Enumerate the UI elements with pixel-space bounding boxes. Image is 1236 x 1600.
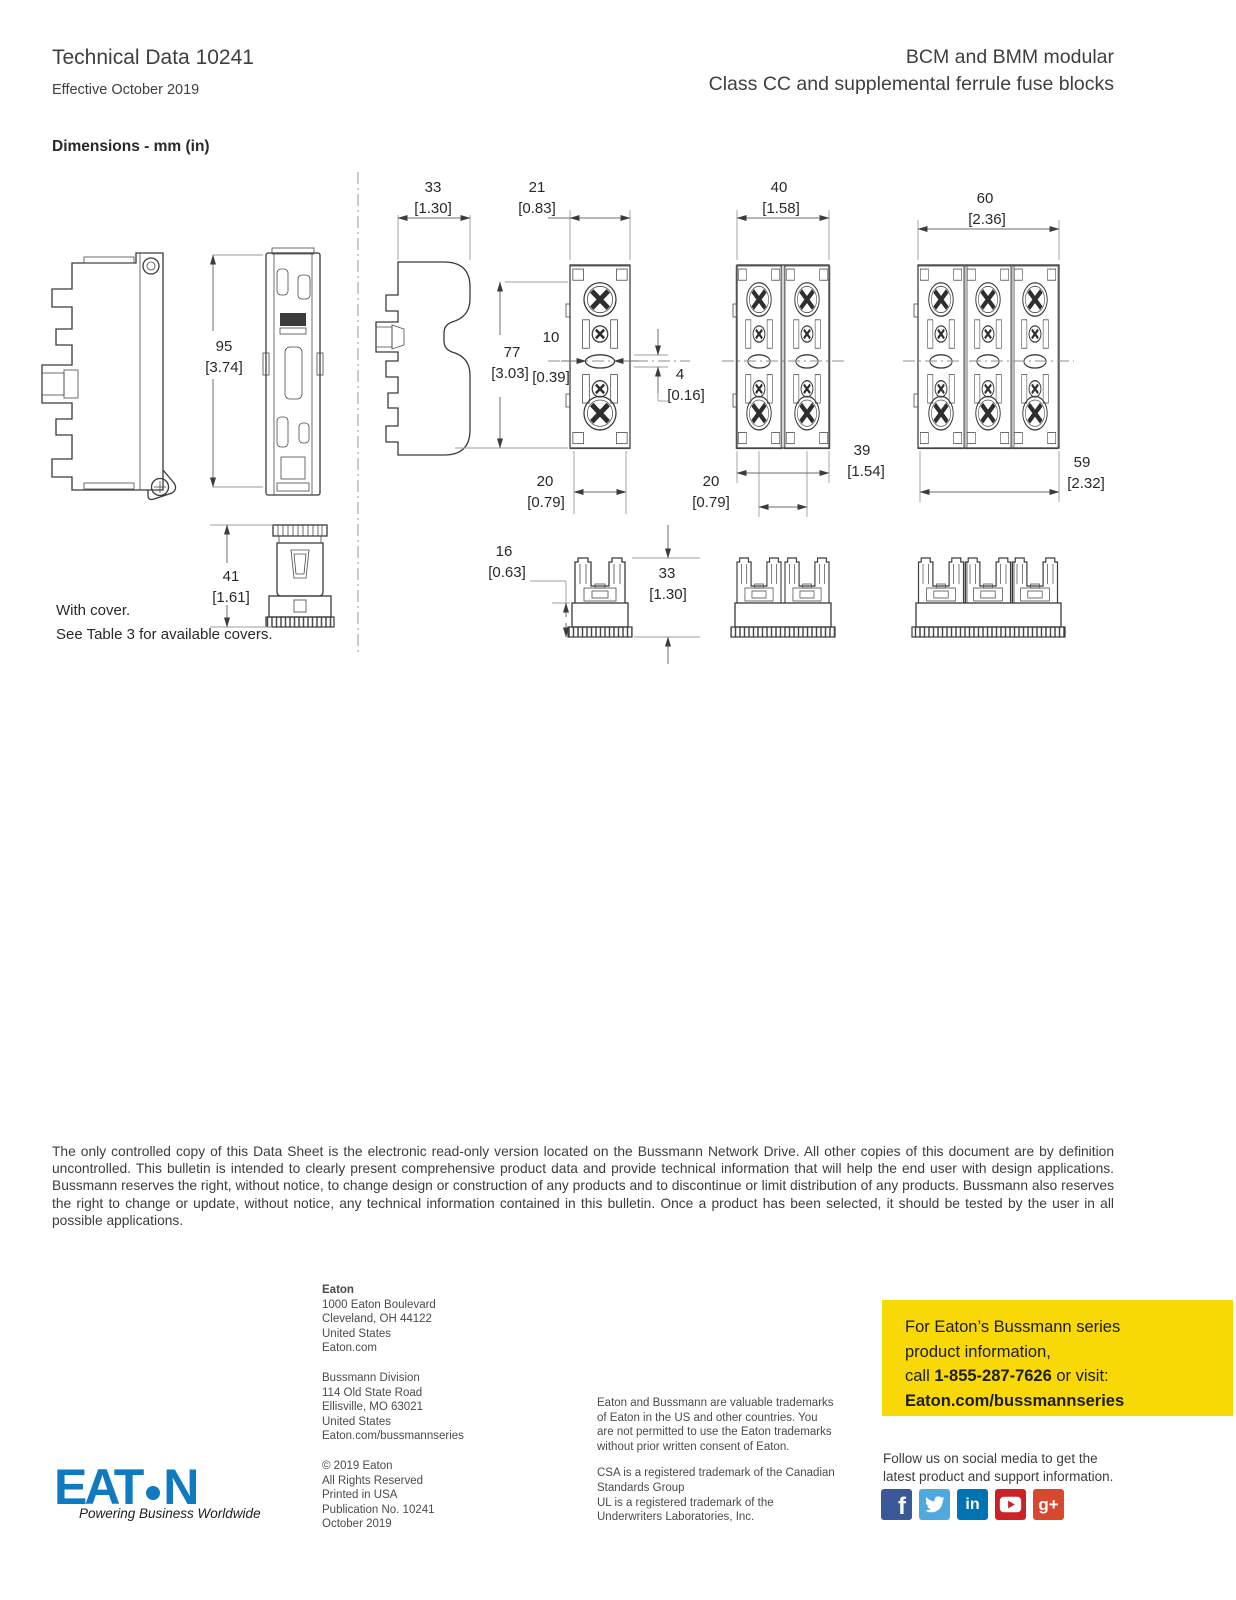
- three-pole-width-dimension: [918, 190, 1059, 260]
- registered-note-line: UL is a registered trademark of the: [597, 1496, 774, 1509]
- effective-date: Effective October 2019: [52, 82, 200, 98]
- footer-copyright-line: All Rights Reserved: [322, 1474, 423, 1487]
- side-view-drawing: [42, 253, 176, 500]
- twitter-bird-icon: [924, 1494, 945, 1515]
- one-pole-front-view: [548, 265, 690, 449]
- product-title: [709, 44, 1114, 98]
- promo-call-line: [905, 1364, 1215, 1389]
- cover-note: [56, 599, 273, 647]
- two-pole-front-view: [722, 265, 844, 449]
- trademark-note-line: without prior written consent of Eaton.: [597, 1440, 790, 1453]
- dim-59-mm: 59: [1073, 454, 1091, 471]
- dim-10-in: [0.39]: [532, 369, 570, 386]
- dim-21-in: [0.83]: [518, 200, 556, 217]
- registered-note-line: Underwriters Laboratories, Inc.: [597, 1511, 755, 1524]
- three-pole-front-view: [903, 265, 1074, 449]
- youtube-play-icon: [995, 1489, 1026, 1520]
- section-heading: Dimensions - mm (in): [52, 138, 210, 155]
- dim-77-in: [3.03]: [491, 365, 529, 382]
- dim-41-in: [1.61]: [212, 589, 250, 606]
- linkedin-icon[interactable]: [957, 1489, 988, 1520]
- dim-95-in: [3.74]: [205, 359, 243, 376]
- end-height-dimension: [632, 525, 700, 664]
- dim-4-in: [0.16]: [667, 387, 705, 404]
- footer-bussmann-url: Eaton.com/bussmannseries: [322, 1430, 464, 1443]
- two-pole-mount-dimension: [737, 442, 885, 517]
- footer-publication-line: Publication No. 10241: [322, 1503, 435, 1516]
- dim-40-in: [1.58]: [762, 200, 800, 217]
- footer-copyright-line: Printed in USA: [322, 1489, 398, 1502]
- footer-address-line: Cleveland, OH 44122: [322, 1313, 432, 1326]
- dim-60-mm: 60: [976, 190, 994, 207]
- product-title-line2: Class CC and supplemental ferrule fuse blocks: [708, 73, 1114, 95]
- dim-41-mm: 41: [222, 568, 240, 585]
- google-plus-glyph: g+: [1038, 1494, 1059, 1514]
- base-height-dimension: [488, 543, 570, 637]
- dim-40-mm: 40: [770, 179, 788, 196]
- eaton-logo-letter-n: N: [163, 1459, 197, 1515]
- cover-note-line1: With cover.: [56, 602, 131, 619]
- google-plus-icon[interactable]: [1033, 1489, 1064, 1520]
- two-pole-width-dimension: [737, 179, 829, 260]
- dim-59-in: [2.32]: [1067, 475, 1105, 492]
- social-icons-row: [881, 1489, 1064, 1520]
- one-pole-end-view: [568, 558, 632, 637]
- cover-view-drawing: [266, 525, 334, 627]
- facebook-glyph: f: [898, 1493, 906, 1520]
- dim-60-in: [2.36]: [968, 211, 1006, 228]
- eaton-logo-dot-icon: [146, 1486, 160, 1500]
- one-pole-width-dimension: [518, 179, 630, 260]
- footer-address-column: [322, 1283, 464, 1532]
- dimension-drawings: [0, 165, 1236, 665]
- dim-16-in: [0.63]: [488, 564, 526, 581]
- product-title-line1: BCM and BMM modular: [905, 46, 1114, 68]
- three-pole-mount-dimension: [920, 451, 1105, 502]
- dim-33b-mm: 33: [658, 565, 676, 582]
- trademark-note-line: of Eaton in the US and other countries. You: [597, 1411, 818, 1424]
- trademark-note-line: are not permitted to use the Eaton trademarks: [597, 1426, 832, 1439]
- eaton-tagline: Powering Business Worldwide: [79, 1506, 261, 1521]
- eaton-logo: [54, 1459, 197, 1515]
- slot-height-dimension: [634, 329, 705, 404]
- two-pole-pitch-dimension: [692, 473, 807, 511]
- dim-33-mm: 33: [424, 179, 442, 196]
- social-heading-line2: latest product and support information.: [883, 1468, 1114, 1484]
- registered-note-line: CSA is a registered trademark of the Canadian: [597, 1467, 835, 1480]
- doc-title: Technical Data 10241: [52, 46, 254, 69]
- one-pole-pitch-dimension: [527, 451, 626, 514]
- promo-line1: For Eaton’s Bussmann series: [905, 1318, 1121, 1336]
- footer-division-line: Bussmann Division: [322, 1371, 420, 1384]
- footer-company-name: Eaton: [322, 1284, 354, 1296]
- dim-39-mm: 39: [853, 442, 871, 459]
- footer-division-line: United States: [322, 1415, 392, 1428]
- trademark-note-line: Eaton and Bussmann are valuable trademarks: [597, 1397, 834, 1409]
- front-view-drawing: [263, 248, 323, 495]
- dim-77-mm: 77: [503, 344, 521, 361]
- footer-division-line: 114 Old State Road: [322, 1386, 423, 1399]
- footer-trademark-column: [597, 1396, 835, 1525]
- slot-width-dimension: [532, 329, 639, 386]
- promo-site-url: Eaton.com/bussmannseries: [905, 1391, 1125, 1410]
- dim-33-in: [1.30]: [414, 200, 452, 217]
- profile-view-drawing: [376, 262, 470, 455]
- dim-33b-in: [1.30]: [649, 586, 687, 603]
- facebook-icon[interactable]: [881, 1489, 912, 1520]
- promo-box: [882, 1300, 1233, 1416]
- dim-20a-in: [0.79]: [527, 494, 565, 511]
- dim-39-in: [1.54]: [847, 463, 885, 480]
- dim-95-mm: 95: [215, 338, 233, 355]
- youtube-icon[interactable]: [995, 1489, 1026, 1520]
- cover-note-line2: See Table 3 for available covers.: [56, 626, 273, 643]
- dim-16-mm: 16: [495, 543, 513, 560]
- linkedin-glyph: in: [965, 1495, 980, 1513]
- three-pole-end-view: [912, 558, 1065, 637]
- social-heading: [883, 1450, 1113, 1485]
- dim-21-mm: 21: [528, 179, 546, 196]
- promo-call-suffix: or visit:: [1051, 1367, 1109, 1385]
- dim-4-mm: 4: [675, 366, 685, 383]
- registered-note-line: Standards Group: [597, 1481, 685, 1494]
- dim-10-mm: 10: [542, 329, 560, 346]
- two-pole-end-view: [731, 558, 835, 637]
- footer-date-line: October 2019: [322, 1518, 392, 1531]
- eaton-logo-letters: EAT: [54, 1459, 142, 1515]
- footer-address-line: 1000 Eaton Boulevard: [322, 1298, 436, 1311]
- social-heading-line1: Follow us on social media to get the: [883, 1451, 1098, 1466]
- profile-width-dimension: [398, 179, 470, 260]
- mount-height-dimension: [455, 282, 568, 448]
- promo-phone: 1-855-287-7626: [934, 1367, 1052, 1385]
- twitter-icon[interactable]: [919, 1489, 950, 1520]
- footer-eaton-url: Eaton.com: [322, 1342, 377, 1355]
- promo-call-prefix: call: [905, 1367, 935, 1385]
- dim-20b-mm: 20: [702, 473, 720, 490]
- footer-copyright-line: © 2019 Eaton: [322, 1459, 393, 1472]
- height-dimension: [205, 255, 263, 487]
- footer-division-line: Ellisville, MO 63021: [322, 1401, 423, 1414]
- dim-20b-in: [0.79]: [692, 494, 730, 511]
- promo-line2: product information,: [905, 1342, 1051, 1361]
- dim-20a-mm: 20: [536, 473, 554, 490]
- footer-address-line: United States: [322, 1327, 392, 1340]
- legal-paragraph: The only controlled copy of this Data Sheet is the electronic read-only version located on the Bussmann Network Drive. All other copies of this document are by definition uncontrolled. This bulletin is intended to clearly present comprehensive product data and provide technical information that will help the end user with design applications. Bussmann reserves the right, without notice, to change design or construction of any products and to discontinue or limit distribution of any products. Bussmann also reserves the right to change or update, without notice, any technical information contained in this bulletin. Once a product has been selected, it should be tested by the user in all possible applications.: [52, 1144, 1114, 1228]
